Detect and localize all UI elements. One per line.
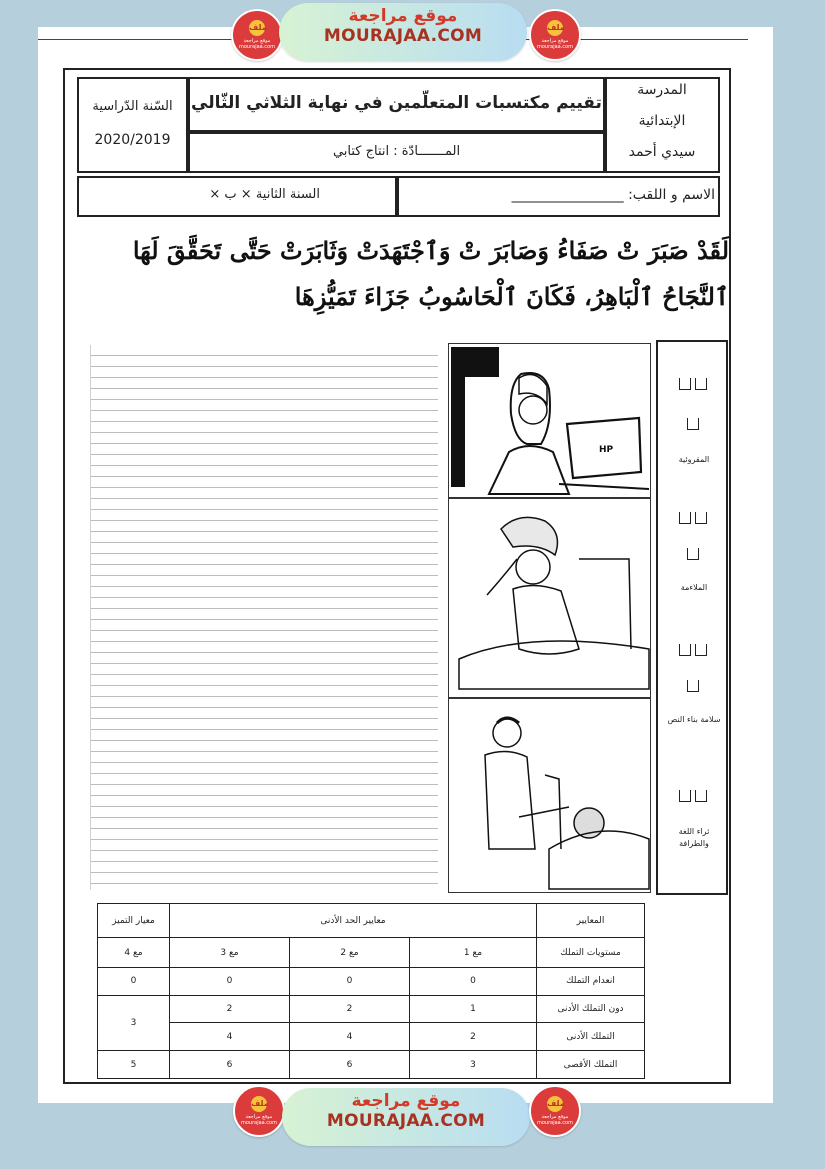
site-name-arabic-bottom: موقع مراجعة: [351, 1091, 461, 1111]
grid-level-2: مع 2: [290, 938, 410, 968]
grid-cell: 4: [290, 1023, 410, 1051]
school-line-1: المدرسة: [637, 82, 687, 98]
grid-cell: 0: [410, 968, 537, 996]
site-logo-left: ملف موقع مراجعة mourajaa.com: [231, 9, 283, 61]
margin-line: [90, 345, 91, 890]
girl-laptop-illustration: [449, 344, 650, 497]
grid-cell: 0: [290, 968, 410, 996]
criterion-readability: المقروئية: [678, 455, 710, 464]
grid-row-label: انعدام التملك: [537, 968, 645, 996]
grading-grid: [97, 903, 645, 1079]
criteria-sidebar: [656, 340, 728, 895]
subject-label: المـــــــادّة : انتاج كتابي: [332, 144, 461, 159]
picture-sick-girl: [448, 498, 651, 698]
checkbox-2a[interactable]: [679, 512, 691, 524]
checkbox-3c[interactable]: [687, 680, 699, 692]
grid-cell: 2: [410, 1023, 537, 1051]
grid-head-criteria: المعايير: [537, 904, 645, 938]
grid-head-minimum: معايير الحد الأدنى: [170, 904, 537, 938]
checkbox-1c[interactable]: [687, 418, 699, 430]
grid-cell: 3: [410, 1051, 537, 1079]
school-line-2: الإبتدائية: [638, 113, 686, 129]
exam-title: تقييم مكتسبات المتعلّمين في نهاية الثلاثي الثّالي: [191, 93, 602, 113]
sick-girl-illustration: [449, 499, 650, 697]
grid-row-label: دون التملك الأدنى: [537, 995, 645, 1023]
checkbox-2c[interactable]: [687, 548, 699, 560]
checkbox-3b[interactable]: [695, 644, 707, 656]
checkbox-2b[interactable]: [695, 512, 707, 524]
criterion-text-structure: سلامة بناء النص: [667, 715, 721, 724]
criterion-relevance: الملاءمة: [680, 583, 708, 592]
grid-cell: 2: [170, 995, 290, 1023]
laptop-brand: HP: [599, 445, 614, 455]
grid-row-label: التملك الأدنى: [537, 1023, 645, 1051]
checkbox-1a[interactable]: [679, 378, 691, 390]
site-logo-right: ملف موقع مراجعة mourajaa.com: [529, 9, 581, 61]
doctor-patient-illustration: [449, 699, 650, 892]
grid-cell: 0: [170, 968, 290, 996]
story-line-1: لَقَدْ صَبَرَ تْ صَفَاءُ وَصَابَرَ تْ وَٱجْتَهَدَتْ وَثَابَرَتْ حَتَّى تَحَقَّقَ لَهَا: [132, 236, 729, 265]
grid-cell: 1: [410, 995, 537, 1023]
site-logo-bottom-left: ملف موقع مراجعة mourajaa.com: [233, 1085, 285, 1137]
site-banner-bottom[interactable]: [282, 1088, 530, 1146]
year-value: 2020/2019: [94, 132, 171, 148]
story-line-2: ٱلنَّجَاحُ ٱلْبَاهِرُ، فَكَانَ ٱلْحَاسُوبُ جَزَاءَ تَمَيُّزِهَا: [294, 282, 729, 311]
year-box: [77, 77, 188, 173]
school-line-3: سيدي أحمد: [628, 144, 696, 160]
grid-level-3: مع 3: [170, 938, 290, 968]
grid-excellence-1: 3: [98, 995, 170, 1050]
grid-levels-label: مستويات التملك: [537, 938, 645, 968]
site-banner-top[interactable]: [279, 3, 527, 61]
site-name-arabic: موقع مراجعة: [348, 6, 458, 26]
checkbox-3a[interactable]: [679, 644, 691, 656]
grid-cell: 2: [290, 995, 410, 1023]
name-field[interactable]: الاسم و اللقب: ________________: [511, 187, 715, 203]
grid-excellence-2: 5: [98, 1051, 170, 1079]
picture-girl-laptop: [448, 343, 651, 498]
checkbox-4b[interactable]: [695, 790, 707, 802]
checkbox-1b[interactable]: [695, 378, 707, 390]
grid-head-excellence: معيار التميز: [98, 904, 170, 938]
grid-excellence-0: 0: [98, 968, 170, 996]
grid-cell: 4: [170, 1023, 290, 1051]
grid-level-4: مع 4: [98, 938, 170, 968]
grid-row-label: التملك الأقصى: [537, 1051, 645, 1079]
grid-cell: 6: [290, 1051, 410, 1079]
site-name-english: MOURAJAA.COM: [323, 26, 483, 46]
criterion-language-richness: ثراء اللغة والطرافة: [678, 827, 710, 848]
checkbox-4a[interactable]: [679, 790, 691, 802]
year-label: السّنة الدّراسية: [92, 99, 173, 114]
site-name-english-bottom: MOURAJAA.COM: [326, 1111, 486, 1131]
picture-doctor-patient: [448, 698, 651, 893]
grid-level-1: مع 1: [410, 938, 537, 968]
site-logo-bottom-right: ملف موقع مراجعة mourajaa.com: [529, 1085, 581, 1137]
grid-cell: 6: [170, 1051, 290, 1079]
writing-lines[interactable]: [90, 345, 438, 890]
class-label: السنة الثانية × ب ×: [209, 187, 320, 202]
